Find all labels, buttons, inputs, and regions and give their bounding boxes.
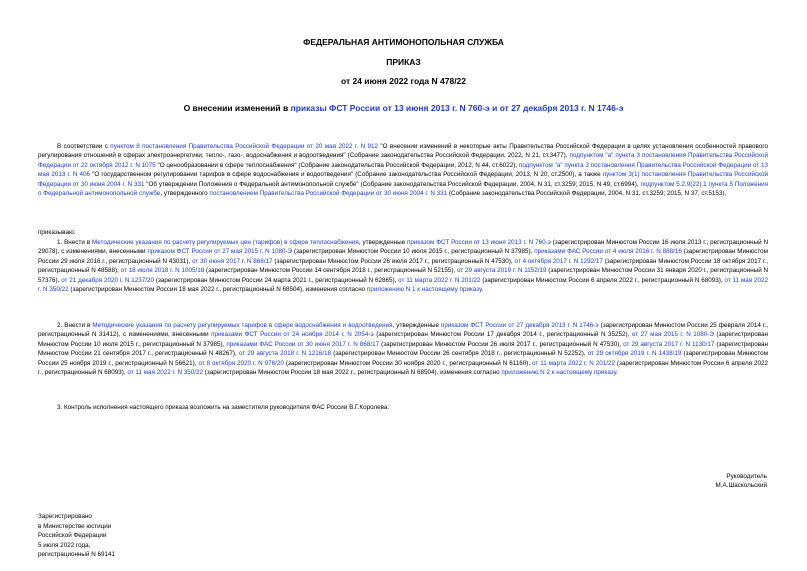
document-link[interactable]: приказами ФАС России от 4 июля 2016 г. N 888/16: [534, 248, 682, 256]
item-3-paragraph: 3. Контроль исполнения настоящего приказа возложить на заместителя руководителя ФАС России В.Г.Королева.: [57, 404, 390, 411]
text-run: (зарегистрирован Минюстом России 18 октября 2017 г., регистрационный N 48588),: [38, 257, 769, 275]
registration-line: 5 июля 2022 года,: [38, 541, 91, 549]
document-link[interactable]: от 29 октября 2019 г. N 1438/19: [587, 350, 682, 358]
document-link[interactable]: от 8 октября 2020 г. N 976/20: [198, 359, 284, 367]
text-run: (зарегистрирован Минюстом России 26 июля 2017 г., регистрационный N 47530),: [379, 340, 624, 348]
text-run: (зарегистрирован Минюстом России 6 апреля 2022 г., регистрационный N 68093),: [480, 276, 725, 284]
document-link[interactable]: приложению N 2 к настоящему приказу: [501, 369, 617, 377]
document-link[interactable]: подпунктом "а" пункта 3 постановления Правительства Российской Федерации от 22 октября 2012 г. N 1075: [38, 152, 768, 169]
text-run: (зарегистрирован Минюстом России 18 мая 2022 г., регистрационный N 68504), изменения согласно: [68, 286, 367, 294]
text-run: "О ценообразовании в сфере теплоснабжения" (Собрание законодательства Российской Федерации, 2012, N 44, ст.6022),: [155, 161, 519, 169]
text-run: (Собрание законодательства Российской Федерации, 2004, N 31, ст.3259; 2015, N 37, ст.5153),: [447, 190, 727, 198]
text-run: , утвержденные: [392, 322, 441, 329]
text-run: "О государственном регулировании тарифов в сфере водоснабжения и водоотведения" (Собрание законодательства Российской Федерации, 2013, N 20, ст.2500), а также: [90, 171, 603, 179]
text-run: (зарегистрирован Минюстом России 14 сентября 2018 г., регистрационный N 52155),: [204, 267, 457, 275]
item-1-paragraph: [38, 238, 768, 294]
text-run: .: [481, 286, 484, 294]
text-run: 1. Внести в: [57, 239, 92, 246]
registration-block: [38, 512, 115, 560]
text-run: (зарегистрирован Минюстом России 31 января 2020 г., регистрационный N 57376),: [38, 267, 769, 284]
document-link[interactable]: приложению N 1 к настоящему приказу: [366, 286, 482, 294]
signature-name: М.А.Шаскольский: [715, 482, 767, 489]
document-link[interactable]: от 11 марта 2022 г. N 201/22: [398, 276, 481, 284]
text-run: (зарегистрирован Минюстом России 10 июля 2015 г., регистрационный N 37985),: [38, 331, 769, 348]
document-link[interactable]: от 30 июня 2017 г. N 868/17: [192, 257, 273, 265]
document-link[interactable]: подпунктом "а" пункта 3 постановления Правительства Российской Федерации от 13 мая 2013 г. N 406: [38, 161, 768, 179]
text-run: (зарегистрирован Минюстом России 16 июля 2013 г., регистрационный N 29078), с изменениями, внесенными: [38, 239, 769, 256]
text-run: , утвержденного: [160, 190, 210, 198]
text-run: (зарегистрирован Минюстом России 26 сентября 2018 г., регистрационный N 52252),: [331, 350, 588, 358]
text-run: , утвержденные: [358, 239, 407, 246]
document-link[interactable]: от 29 августа 2017 г. N 1130/17: [623, 340, 715, 348]
order-word: приказываю:: [38, 229, 76, 236]
document-link[interactable]: приказами ФАС России от 30 июня 2017 г. N 868/17: [226, 340, 380, 348]
document-link[interactable]: приказами ФСТ России от 24 ноября 2014 г. N 2054-э: [211, 331, 374, 339]
text-run: (зарегистрирован Минюстом России 17 декабря 2014 г., регистрационный N 35252),: [373, 331, 632, 339]
document-link[interactable]: от 27 мая 2015 г. N 1080-Э: [631, 331, 714, 339]
doc-title: [0, 103, 807, 114]
document-link[interactable]: постановлением Правительства Российской Федерации от 30 июня 2004 г. N 331: [209, 190, 448, 198]
text-run: (зарегистрирован Минюстом России 6 апреля 2022 г., регистрационный N 68093),: [38, 359, 768, 377]
text-run: (зарегистрирован Минюстом России 26 июля 2017 г., регистрационный N 47530),: [272, 257, 515, 265]
document-link[interactable]: от 4 октября 2017 г. N 1292/17: [514, 257, 603, 265]
document-link[interactable]: от 11 мая 2022 г. N 350/22: [127, 369, 204, 377]
text-run: 2. Внести в: [57, 322, 93, 329]
document-link[interactable]: пунктом 3(1) постановления Правительства Российской Федерации от 30 июня 2004 г. N 331: [38, 171, 769, 188]
document-link[interactable]: пунктом 8 постановления Правительства Российской Федерации от 20 мая 2022 г. N 912: [110, 143, 378, 150]
preamble-paragraph: [38, 142, 768, 198]
document-link[interactable]: от 29 августа 2018 г. N 1216/18: [238, 350, 332, 358]
text-run: (зарегистрирован Минюстом России 21 сентября 2017 г., регистрационный N 48267),: [38, 340, 768, 358]
signature-block: [716, 472, 767, 490]
text-run: (зарегистрирован Минюстом России 25 ноября 2019 г., регистрационный N 56621),: [38, 350, 768, 367]
doc-title-link[interactable]: приказы ФСТ России от 13 июня 2013 г. N 760-э и от 27 декабря 2013 г. N 1746-э: [290, 103, 624, 113]
document-link[interactable]: от 18 июля 2018 г. N 1005/18: [120, 267, 205, 275]
text-run: "О внесении изменений в некоторые акты Правительства Российской Федерации в целях установления особенностей правового регулирования отношений в сферах электроэнергетики, тепло-, газо-, водоснабжения и водоотведения" (Собрание законодательства Российской Федерации, 2022, N 21, ст.3477),: [38, 143, 768, 160]
text-run: (зарегистрирован Минюстом России 10 июля 2015 г., регистрационный N 37985),: [292, 248, 535, 256]
document-link[interactable]: приказом ФСТ России от 27 декабря 2013 г. N 1746-э: [440, 322, 599, 329]
text-run: В соответствии с: [57, 143, 111, 150]
document-link[interactable]: от 21 декабря 2020 г. N 1237/20: [61, 276, 155, 284]
document-link[interactable]: от 11 мая 2022 г. N 350/22: [38, 276, 768, 294]
document-link[interactable]: приказом ФСТ России от 13 июня 2013 г. N 760-э: [406, 239, 551, 246]
registration-line: Российской Федерации: [38, 532, 107, 539]
item-2-paragraph: [38, 321, 768, 377]
document-link[interactable]: Методические указания по расчету регулируемых цен (тарифов) в сфере теплоснабжения: [91, 239, 359, 246]
registration-line: регистрационный N 69141: [38, 551, 116, 558]
document-link[interactable]: от 29 августа 2019 г. N 1152/19: [456, 267, 547, 275]
document-link[interactable]: Методические указания по расчету регулируемых тарифов в сфере водоснабжения и водоотведения: [92, 322, 393, 329]
text-run: (зарегистрирован Минюстом России 18 мая 2022 г., регистрационный N 68504), изменения согласно: [203, 369, 502, 377]
doc-type-heading: ПРИКАЗ: [386, 57, 421, 67]
agency-heading: ФЕДЕРАЛЬНАЯ АНТИМОНОПОЛЬНАЯ СЛУЖБА: [303, 37, 504, 47]
text-run: (зарегистрирован Минюстом России 29 июля 2016 г., регистрационный N 43031),: [38, 248, 768, 265]
text-run: "Об утверждении Положения о Федеральной антимонопольной службе" (Собрание законодательства Российской Федерации, 2004, N 31, ст.3259; 2015, N 49, ст.6994),: [144, 180, 641, 188]
text-run: (зарегистрирован Минюстом России 24 марта 2021 г., регистрационный N 62865),: [154, 276, 399, 284]
document-link[interactable]: приказом ФСТ России от 27 мая 2015 г. N 1080-Э: [147, 248, 293, 256]
document-link[interactable]: от 11 марта 2022 г. N 201/22: [532, 359, 615, 367]
signature-role: Руководитель: [726, 473, 767, 480]
text-run: .: [616, 369, 618, 377]
text-run: (зарегистрирован Минюстом России 30 ноября 2020 г., регистрационный N 61160),: [283, 359, 533, 367]
document-link[interactable]: подпунктом 5.2.9(22).1 пункта 5 Положения о Федеральной антимонопольной службе: [38, 180, 768, 198]
registration-line: Зарегистрировано: [38, 513, 92, 520]
doc-title-prefix: О внесении изменений в: [183, 103, 291, 113]
text-run: (зарегистрирован Минюстом России 25 февраля 2014 г., регистрационный N 31412), с изменениями, внесенными: [38, 322, 768, 339]
registration-line: в Министерстве юстиции: [38, 522, 112, 530]
doc-date-number: от 24 июня 2022 года N 478/22: [340, 76, 467, 86]
